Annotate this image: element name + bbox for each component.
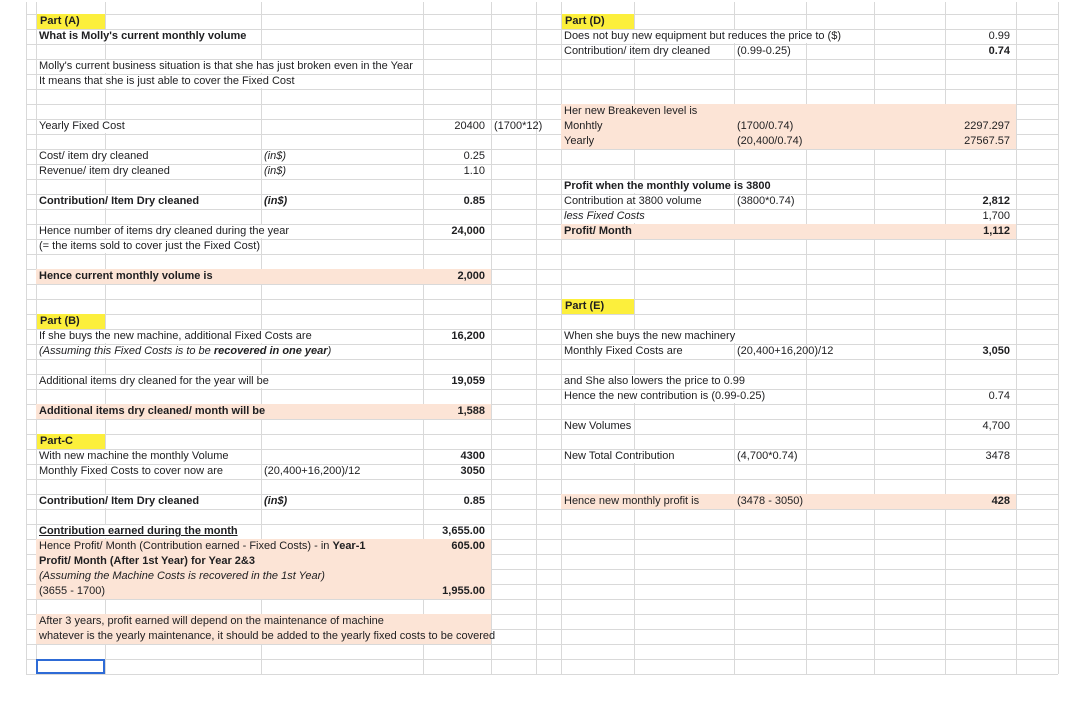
cell-text: 1,588 [457, 405, 485, 417]
cell-E31[interactable] [424, 465, 485, 478]
cell-B35[interactable] [37, 525, 238, 538]
cell-H20[interactable] [562, 299, 634, 314]
cell-E33[interactable] [424, 495, 485, 508]
cell-D11[interactable] [262, 165, 286, 178]
cell-M9[interactable] [946, 135, 1010, 148]
cell-text: Revenue/ item dry cleaned [39, 165, 170, 177]
cell-H8[interactable] [562, 120, 603, 133]
gridline-vertical [874, 2, 875, 674]
cell-text: (= the items sold to cover just the Fixed Cost) [39, 240, 261, 252]
cell-M15[interactable] [946, 225, 1010, 238]
cell-B8[interactable] [37, 120, 125, 133]
gridline-horizontal [26, 419, 1058, 420]
cell-text: and She also lowers the price to 0.99 [564, 375, 746, 387]
cell-H26[interactable] [562, 390, 765, 403]
gridline-horizontal [26, 254, 1058, 255]
gridline-horizontal [26, 434, 1058, 435]
cell-E25[interactable] [424, 375, 485, 388]
cell-B29[interactable] [37, 434, 105, 449]
cell-J33[interactable] [735, 495, 803, 508]
cell-text: Hence number of items dry cleaned during the year [39, 225, 290, 237]
gridline-horizontal [26, 299, 1058, 300]
cell-text: Hence current monthly volume is [39, 270, 213, 282]
cell-text: Cost/ item dry cleaned [39, 150, 149, 162]
cell-text: 1,112 [983, 225, 1010, 237]
gridline-horizontal [26, 209, 1058, 210]
cell-text: 2,812 [982, 195, 1010, 207]
cell-text: Part (D) [565, 15, 605, 27]
gridline-vertical [1016, 2, 1017, 674]
cell-H15[interactable] [562, 225, 632, 238]
cell-B38[interactable] [37, 570, 325, 583]
cell-H1[interactable] [562, 14, 634, 29]
cell-H7[interactable] [562, 105, 697, 118]
cell-text: Does not buy new equipment but reduces the price to ($) [564, 30, 841, 42]
cell-H33[interactable] [562, 495, 699, 508]
cell-J9[interactable] [735, 135, 802, 148]
cell-F8[interactable] [492, 120, 542, 133]
cell-D10[interactable] [262, 150, 286, 163]
cell-text: ) [327, 345, 332, 357]
cell-text: (3478 - 3050) [737, 495, 804, 507]
cell-text: Additional items dry cleaned/ month will be [39, 405, 266, 417]
cell-B33[interactable] [37, 495, 199, 508]
gridline-horizontal [26, 149, 1058, 150]
gridline-vertical [536, 2, 537, 674]
cell-text: Yearly [564, 135, 595, 147]
cell-text: (4,700*0.74) [737, 450, 798, 462]
cell-B37[interactable] [37, 555, 255, 568]
gridline-vertical [1058, 2, 1059, 674]
cell-text: (20,400/0.74) [737, 135, 803, 147]
cell-B11[interactable] [37, 165, 170, 178]
cell-M33[interactable] [946, 495, 1010, 508]
cell-E27[interactable] [424, 405, 485, 418]
cell-J13[interactable] [735, 195, 795, 208]
cell-B39[interactable] [37, 585, 105, 598]
cell-H28[interactable] [562, 420, 631, 433]
cell-D31[interactable] [262, 465, 360, 478]
cell-text: Yearly Fixed Cost [39, 120, 125, 132]
cell-J8[interactable] [735, 120, 793, 133]
gridline-horizontal [26, 509, 1058, 510]
cell-text: Hence the new contribution is (0.99-0.25) [564, 390, 766, 402]
gridline-horizontal [26, 389, 1058, 390]
cell-text: 1,700 [982, 210, 1010, 222]
cell-text: Profit when the monthly volume is 3800 [564, 180, 771, 192]
gridline-horizontal [26, 314, 1058, 315]
cell-B25[interactable] [37, 375, 269, 388]
cell-B15[interactable] [37, 225, 289, 238]
cell-text: Profit/ Month [564, 225, 632, 237]
cell-text: 20400 [454, 120, 485, 132]
cell-text: 19,059 [451, 375, 485, 387]
cell-text: Hence Profit/ Month (Contribution earned - Fixed Costs) - in [39, 540, 333, 552]
cell-H14[interactable] [562, 210, 645, 223]
cell-B16[interactable] [37, 240, 260, 253]
cell-text: New Volumes [564, 420, 632, 432]
cell-text: (in$) [264, 150, 287, 162]
gridline-vertical [945, 2, 946, 674]
cell-J30[interactable] [735, 450, 798, 463]
selected-cell[interactable] [36, 659, 105, 674]
cell-text: 0.74 [988, 45, 1010, 57]
cell-text: 3,050 [982, 345, 1010, 357]
cell-text: Contribution/ Item Dry cleaned [39, 195, 200, 207]
cell-M14[interactable] [946, 210, 1010, 223]
gridline-vertical [26, 2, 27, 674]
cell-text: (20,400+16,200)/12 [264, 465, 361, 477]
cell-J3[interactable] [735, 45, 791, 58]
cell-text: (3655 - 1700) [39, 585, 106, 597]
cell-M26[interactable] [946, 390, 1010, 403]
cell-B22[interactable] [37, 330, 312, 343]
cell-M28[interactable] [946, 420, 1010, 433]
cell-B31[interactable] [37, 465, 223, 478]
gridline-vertical [491, 2, 492, 674]
cell-E30[interactable] [424, 450, 485, 463]
cell-B5[interactable] [37, 75, 295, 88]
cell-B18[interactable] [37, 270, 213, 283]
cell-text: (Assuming the Machine Costs is recovered in the 1st Year) [39, 570, 325, 582]
gridline-horizontal [26, 599, 1058, 600]
gridline-horizontal [26, 179, 1058, 180]
cell-text: (1700*12) [494, 120, 543, 132]
cell-text: 1.10 [463, 165, 485, 177]
cell-text: 3,655.00 [442, 525, 485, 537]
gridline-horizontal [26, 89, 1058, 90]
cell-text: 4,700 [982, 420, 1010, 432]
cell-text: Her new Breakeven level is [564, 105, 698, 117]
cell-B36[interactable] [37, 540, 366, 553]
cell-text: Part-C [40, 435, 74, 447]
cell-text: 4300 [460, 450, 485, 462]
gridline-horizontal [26, 44, 1058, 45]
cell-B2[interactable] [37, 30, 246, 43]
cell-text: (3800*0.74) [737, 195, 795, 207]
cell-E39[interactable] [424, 585, 485, 598]
cell-B30[interactable] [37, 450, 229, 463]
cell-text: 428 [991, 495, 1010, 507]
cell-H3[interactable] [562, 45, 710, 58]
cell-E15[interactable] [424, 225, 485, 238]
gridline-vertical [806, 2, 807, 674]
cell-B41[interactable] [37, 615, 384, 628]
cell-text: Part (B) [40, 315, 80, 327]
cell-E10[interactable] [424, 150, 485, 163]
cell-E36[interactable] [424, 540, 485, 553]
gridline-horizontal [26, 659, 1058, 660]
cell-text: (1700/0.74) [737, 120, 794, 132]
cell-E13[interactable] [424, 195, 485, 208]
cell-H22[interactable] [562, 330, 735, 343]
cell-M8[interactable] [946, 120, 1010, 133]
cell-B42[interactable] [37, 630, 495, 643]
cell-text: Monthly Fixed Costs are [564, 345, 683, 357]
cell-text: whatever is the yearly maintenance, it should be added to the yearly fixed costs to be covered [39, 630, 496, 642]
cell-text: 2,000 [457, 270, 485, 282]
cell-B4[interactable] [37, 60, 413, 73]
cell-text: 0.85 [463, 495, 485, 507]
cell-text: Hence new monthly profit is [564, 495, 700, 507]
cell-text: If she buys the new machine, additional Fixed Costs are [39, 330, 312, 342]
cell-B1[interactable] [37, 14, 105, 29]
cell-B10[interactable] [37, 150, 148, 163]
cell-text: Part (E) [565, 300, 605, 312]
cell-text: 605.00 [451, 540, 485, 552]
cell-H12[interactable] [562, 180, 771, 193]
cell-text: Monthly Fixed Costs to cover now are [39, 465, 224, 477]
cell-H23[interactable] [562, 345, 683, 358]
cell-E8[interactable] [424, 120, 485, 133]
cell-text: recovered in one year [213, 345, 328, 357]
cell-D13[interactable] [262, 195, 287, 208]
cell-text: (in$) [264, 165, 287, 177]
cell-B27[interactable] [37, 405, 265, 418]
cell-H2[interactable] [562, 30, 841, 43]
cell-text: Contribution/ item dry cleaned [564, 45, 711, 57]
cell-text: It means that she is just able to cover the Fixed Cost [39, 75, 295, 87]
gridline-horizontal [26, 14, 1058, 15]
cell-text: When she buys the new machinery [564, 330, 736, 342]
cell-text: 3478 [985, 450, 1010, 462]
cell-text: Year-1 [332, 540, 366, 552]
cell-text: (in$) [264, 195, 288, 207]
gridline-horizontal [26, 674, 1058, 675]
cell-text: 0.85 [463, 195, 485, 207]
gridline-horizontal [26, 284, 1058, 285]
cell-B23[interactable] [37, 345, 331, 358]
cell-text: Additional items dry cleaned for the year will be [39, 375, 269, 387]
cell-text: Contribution/ Item Dry cleaned [39, 495, 200, 507]
cell-H9[interactable] [562, 135, 594, 148]
cell-text: 0.74 [988, 390, 1010, 402]
cell-text: New Total Contribution [564, 450, 675, 462]
gridline-horizontal [26, 164, 1058, 165]
cell-B13[interactable] [37, 195, 199, 208]
cell-text: 2297.297 [964, 120, 1010, 132]
cell-text: Contribution at 3800 volume [564, 195, 702, 207]
cell-text: 16,200 [451, 330, 485, 342]
cell-text: (Assuming this Fixed Costs is to be [39, 345, 214, 357]
cell-text: (in$) [264, 495, 288, 507]
cell-M30[interactable] [946, 450, 1010, 463]
cell-text: After 3 years, profit earned will depend on the maintenance of machine [39, 615, 384, 627]
cell-M13[interactable] [946, 195, 1010, 208]
cell-text: With new machine the monthly Volume [39, 450, 229, 462]
cell-text: 1,955.00 [442, 585, 485, 597]
cell-M3[interactable] [946, 45, 1010, 58]
cell-H13[interactable] [562, 195, 702, 208]
cell-text: less Fixed Costs [564, 210, 645, 222]
cell-H25[interactable] [562, 375, 745, 388]
cell-text: 27567.57 [964, 135, 1010, 147]
gridline-horizontal [26, 644, 1058, 645]
cell-text: (20,400+16,200)/12 [737, 345, 834, 357]
cell-text: Contribution earned during the month [39, 525, 238, 537]
cell-M23[interactable] [946, 345, 1010, 358]
cell-E35[interactable] [424, 525, 485, 538]
cell-M2[interactable] [946, 30, 1010, 43]
cell-text: Molly's current business situation is that she has just broken even in the Year [39, 60, 413, 72]
cell-text: (0.99-0.25) [737, 45, 791, 57]
gridline-horizontal [26, 359, 1058, 360]
cell-E22[interactable] [424, 330, 485, 343]
cell-text: Monhtly [564, 120, 603, 132]
cell-text: 24,000 [451, 225, 485, 237]
cell-text: 0.25 [463, 150, 485, 162]
cell-J23[interactable] [735, 345, 833, 358]
cell-text: What is Molly's current monthly volume [39, 30, 247, 42]
cell-E18[interactable] [424, 270, 485, 283]
cell-text: Part (A) [40, 15, 80, 27]
cell-H30[interactable] [562, 450, 674, 463]
cell-text: Profit/ Month (After 1st Year) for Year 2&3 [39, 555, 255, 567]
cell-D33[interactable] [262, 495, 287, 508]
cell-text: 0.99 [988, 30, 1010, 42]
cell-text: 3050 [460, 465, 485, 477]
gridline-horizontal [26, 479, 1058, 480]
cell-B21[interactable] [37, 314, 105, 329]
cell-E11[interactable] [424, 165, 485, 178]
